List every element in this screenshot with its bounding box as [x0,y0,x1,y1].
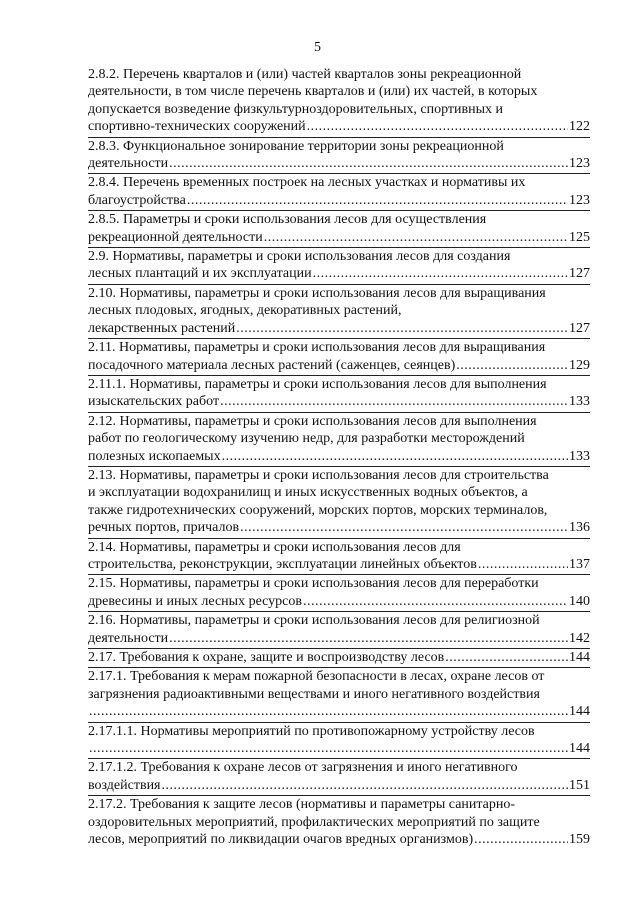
table-of-contents [88,66,590,849]
dot-leader [478,556,568,573]
toc-entry-text: 2.8.4. Перечень временных построек на лесных участках и нормативы их [88,175,526,191]
toc-entry-text: лесных плантаций и их эксплуатации [88,266,312,282]
toc-entry-text: спортивно-технических сооружений [88,119,306,135]
toc-entry-text: и эксплуатации водохранилищ и иных искусственных водных объектов, а [88,485,528,501]
toc-entry-text: 2.8.5. Параметры и сроки использования лесов для осуществления [88,212,487,228]
toc-entry-line [88,502,590,519]
toc-entry-line [88,630,590,647]
toc-page-number: 144 [569,704,590,720]
dot-leader [303,593,568,610]
toc-entry-text: 2.8.3. Функциональное зонирование территории зоны рекреационной [88,138,504,154]
toc-entry-text: допускается возведение физкультурноздоровительных, спортивных и [88,101,504,117]
toc-entry-text: деятельности, в том числе перечень кварталов и (или) их частей, в которых [88,84,538,100]
toc-entry-text: также гидротехнических сооружений, морских портов, морских терминалов, [88,502,548,518]
toc-page-number: 137 [569,556,590,572]
toc-entry-line [88,66,590,83]
dot-leader [89,740,568,757]
dot-leader [89,703,568,720]
toc-page-number: 123 [569,156,590,172]
toc-entry-line [88,467,590,484]
toc-entry-line [88,831,590,848]
toc-entry-text: 2.17.2. Требования к защите лесов (нормативы и параметры санитарно- [88,797,516,813]
dot-leader [187,192,568,209]
toc-entry-text: 2.10. Нормативы, параметры и сроки использования лесов для выращивания [88,285,546,301]
dot-leader [222,448,568,465]
toc-entry-line [88,118,590,135]
toc-entry-text: деятельности [88,630,169,646]
toc-entry-text: рекреационной деятельности [88,229,263,245]
toc-entry-text: посадочного материала лесных растений (саженцев, сеянцев) [88,357,456,373]
toc-entry-text: изыскательских работ [88,394,220,410]
toc-entry-text: 2.17. Требования к охране, защите и воспроизводству лесов [88,650,445,665]
toc-entry-line [88,376,590,393]
toc-entry-line [88,285,590,302]
toc-entry[interactable] [88,138,590,175]
toc-entry[interactable] [88,668,590,722]
dot-leader [162,777,569,794]
toc-page-number: 151 [569,777,590,793]
dot-leader [240,519,568,536]
toc-entry[interactable] [88,612,590,649]
dot-leader [236,320,568,337]
toc-entry-text: 2.9. Нормативы, параметры и сроки использования лесов для создания [88,249,511,265]
toc-entry-line [88,814,590,831]
toc-entry-line [88,668,590,685]
toc-entry-line [88,484,590,501]
toc-entry[interactable] [88,796,590,849]
toc-entry-line [88,612,590,629]
toc-page-number: 144 [569,650,590,665]
toc-entry[interactable] [88,723,590,760]
toc-entry-line [88,740,590,757]
toc-entry[interactable] [88,174,590,211]
toc-entry-line [88,155,590,172]
dot-leader [445,649,568,666]
toc-page-number: 140 [569,593,590,609]
toc-entry-text: 2.15. Нормативы, параметры и сроки использования лесов для переработки [88,576,539,592]
toc-entry-text: работ по геологическому изучению недр, для разработки месторождений [88,431,525,447]
toc-entry-line [88,430,590,447]
toc-entry[interactable] [88,539,590,576]
toc-entry-text: лекарственных растений [88,320,236,336]
toc-entry-line [88,138,590,155]
toc-entry-line [88,539,590,556]
toc-entry[interactable] [88,467,590,539]
toc-entry-line [88,393,590,410]
toc-page-number: 159 [569,832,590,848]
toc-entry-line [88,83,590,100]
toc-page-number: 133 [569,394,590,410]
toc-entry-text: благоустройства [88,192,186,208]
toc-entry-text: 2.17.1.2. Требования к охране лесов от загрязнения и иного негативного [88,760,518,776]
toc-entry-line [88,703,590,720]
toc-entry-line [88,339,590,356]
toc-entry-text: речных портов, причалов [88,520,240,536]
toc-entry-text: 2.11.1. Нормативы, параметры и сроки использования лесов для выполнения [88,376,547,392]
toc-entry[interactable] [88,66,590,138]
toc-entry-line [88,759,590,776]
toc-entry-line [88,229,590,246]
toc-page-number: 125 [569,229,590,245]
dot-leader [456,357,568,374]
toc-entry-text: лесных плодовых, ягодных, декоративных растений, [88,303,402,319]
dot-leader [169,155,568,172]
toc-entry-text: 2.16. Нормативы, параметры и сроки использования лесов для религиозной [88,613,540,629]
toc-entry-line [88,302,590,319]
toc-entry[interactable] [88,285,590,339]
toc-page-number: 133 [569,448,590,464]
toc-entry[interactable] [88,248,590,285]
toc-entry-text: строительства, реконструкции, эксплуатации линейных объектов [88,556,477,572]
toc-entry-text: 2.17.1. Требования к мерам пожарной безопасности в лесах, охране лесов от [88,669,545,685]
toc-page-number: 129 [569,357,590,373]
toc-entry-text: 2.13. Нормативы, параметры и сроки использования лесов для строительства [88,467,549,483]
toc-entry-text: 2.11. Нормативы, параметры и сроки использования лесов для выращивания [88,340,546,356]
toc-entry-line [88,248,590,265]
toc-page-number: 127 [569,320,590,336]
toc-page-number: 144 [569,741,590,757]
page-number: 5 [314,40,321,55]
toc-entry-line [88,320,590,337]
toc-entry-line [88,649,590,666]
toc-entry-text: 2.17.1.1. Нормативы мероприятий по противопожарному устройству лесов [88,723,535,739]
toc-entry[interactable] [88,211,590,248]
toc-page-number: 136 [569,520,590,536]
toc-entry-text: загрязнения радиоактивными веществами и иного негативного воздействия [88,686,540,702]
toc-entry-line [88,448,590,465]
toc-entry-text: оздоровительных мероприятий, профилактических мероприятий по защите [88,814,540,830]
toc-entry-line [88,796,590,813]
toc-entry-line [88,575,590,592]
dot-leader [169,630,568,647]
toc-entry-line [88,174,590,191]
toc-entry[interactable] [88,649,590,668]
dot-leader [474,831,568,848]
toc-entry[interactable] [88,339,590,376]
toc-entry[interactable] [88,759,590,796]
toc-entry-text: 2.8.2. Перечень кварталов и (или) частей кварталов зоны рекреационной [88,67,522,82]
toc-entry-text: полезных ископаемых [88,448,221,464]
toc-entry-line [88,723,590,740]
toc-entry[interactable] [88,376,590,413]
dot-leader [264,229,568,246]
toc-entry-text: деятельности [88,156,169,172]
toc-entry-line [88,519,590,536]
toc-entry-line [88,686,590,703]
toc-entry-text: древесины и иных лесных ресурсов [88,593,302,609]
toc-page-number: 122 [569,119,590,135]
toc-page-number: 127 [569,266,590,282]
toc-entry-line [88,413,590,430]
toc-entry[interactable] [88,413,590,467]
toc-entry-line [88,101,590,118]
toc-entry-line [88,556,590,573]
dot-leader [307,118,568,135]
toc-entry-text: воздействия [88,777,161,793]
toc-page-number: 123 [569,192,590,208]
toc-entry-text: 2.14. Нормативы, параметры и сроки использования лесов для [88,539,461,555]
toc-entry-line [88,777,590,794]
toc-entry-line [88,593,590,610]
toc-entry-line [88,192,590,209]
dot-leader [220,393,568,410]
dot-leader [313,265,568,282]
toc-entry-text: лесов, мероприятий по ликвидации очагов вредных организмов) [88,832,474,848]
toc-entry-line [88,357,590,374]
toc-entry[interactable] [88,575,590,612]
toc-entry-text: 2.12. Нормативы, параметры и сроки использования лесов для выполнения [88,413,537,429]
toc-page-number: 142 [569,630,590,646]
toc-entry-line [88,211,590,228]
toc-entry-line [88,265,590,282]
